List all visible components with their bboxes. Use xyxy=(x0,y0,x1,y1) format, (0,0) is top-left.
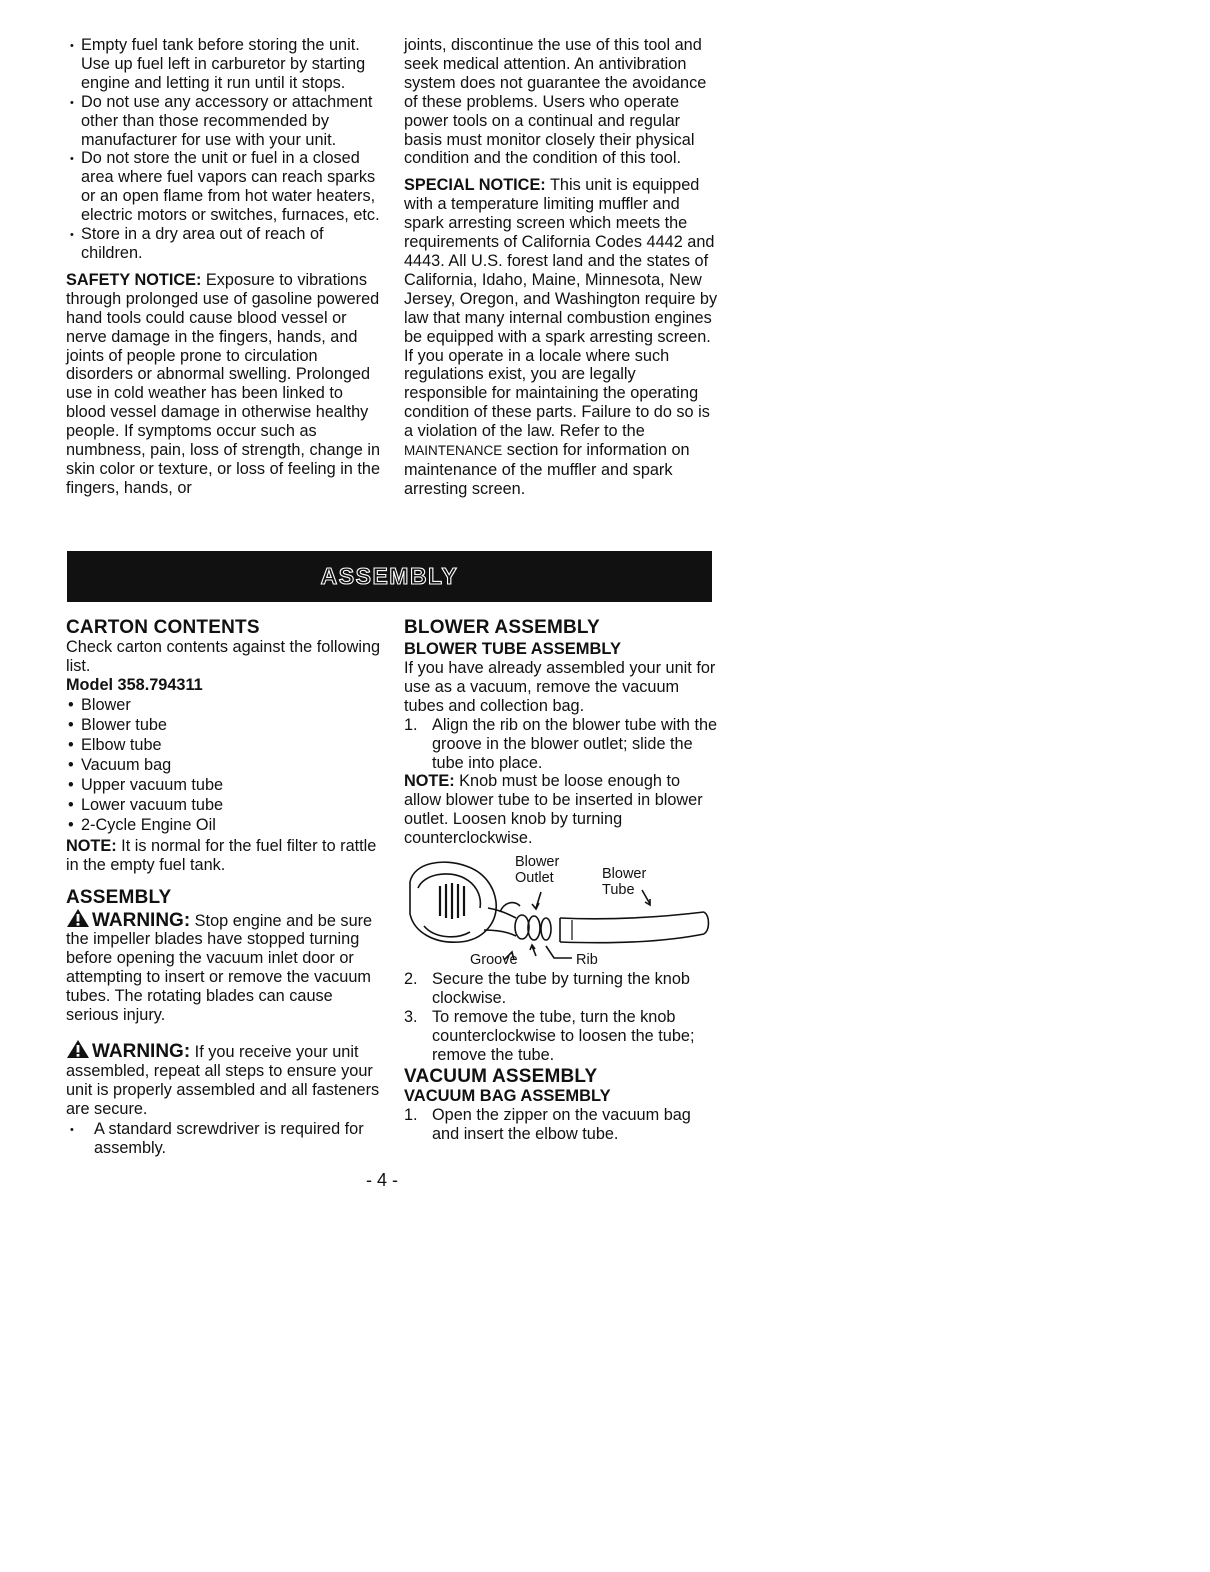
carton-intro: Check carton contents against the following list. xyxy=(66,638,381,675)
special-notice-text: This unit is equipped with a temperature limiting muffler and spark arresting screen which meets the requirements of California Codes 4442 and 4443. All U.S. forest land and the states of California, Idaho, Maine, Minnesota, New Jersey, Oregon, and Washington require by law that many internal combustion engines be equipped with a spark arresting screen. If you operate in a locale where such regulations exist, you are legally responsible for maintaining the operating condition of these parts. Failure to do so is a violation of the law. Refer to the xyxy=(404,176,718,441)
vacuum-assembly-heading: VACUUM ASSEMBLY xyxy=(404,1065,598,1087)
list-item: • Do not use any accessory or attachment other than those recommended by manufacturer for use with your unit. xyxy=(66,93,382,150)
list-item xyxy=(404,970,719,1008)
list-item xyxy=(404,1008,719,1065)
maintenance-reference: MAINTENANCE xyxy=(404,443,503,459)
warning-triangle-icon xyxy=(66,908,90,928)
list-item: • Lower vacuum tube xyxy=(66,795,382,815)
list-item: • Blower tube xyxy=(66,715,382,735)
step-text: To remove the tube, turn the knob counterclockwise to loosen the tube; remove the tube. xyxy=(432,1007,695,1064)
blower-note xyxy=(404,772,719,848)
special-notice-text-end: section for information on maintenance of the muffler and spark arresting screen. xyxy=(404,441,690,498)
page-number: - 4 - xyxy=(366,1170,399,1190)
list-item xyxy=(404,1106,719,1144)
blower-steps-b xyxy=(404,970,719,1065)
right-column-bottom xyxy=(404,617,719,1143)
warning-stop-engine xyxy=(66,908,382,1025)
safety-notice-continued: joints, discontinue the use of this tool and seek medical attention. An antivibration system does not guarantee the avoidance of these problems. Users who operate power tools on a continual and regular basis must monitor closely their physical condition and the condition of this tool. xyxy=(404,36,707,168)
left-column-top xyxy=(66,36,382,498)
safety-notice xyxy=(66,271,382,498)
vacuum-steps xyxy=(404,1106,719,1144)
blower-tube-illustration xyxy=(404,852,719,968)
left-column-bottom xyxy=(66,617,382,1157)
blower-note-label: NOTE: xyxy=(404,772,455,791)
list-item: • 2-Cycle Engine Oil xyxy=(66,815,382,835)
list-item: • Blower xyxy=(66,695,382,715)
warning-assembled-unit xyxy=(66,1039,382,1119)
carton-contents-heading: CARTON CONTENTS xyxy=(66,617,260,638)
list-item xyxy=(404,716,719,773)
carton-note-label: NOTE: xyxy=(66,836,117,855)
blower-steps-a xyxy=(404,716,719,773)
figure-label-rib: Rib xyxy=(576,952,598,969)
carton-note xyxy=(66,837,382,875)
blower-intro: If you have already assembled your unit for use as a vacuum, remove the vacuum tubes and collection bag. xyxy=(404,659,716,715)
assembly-banner xyxy=(67,551,712,602)
list-item: • Vacuum bag xyxy=(66,755,382,775)
carton-item-list xyxy=(66,695,382,835)
step-text: Secure the tube by turning the knob clockwise. xyxy=(432,970,690,1007)
step-text: Open the zipper on the vacuum bag and insert the elbow tube. xyxy=(432,1105,691,1143)
storage-bullet-list xyxy=(66,36,382,263)
warning-text: If you receive your unit assembled, repeat all steps to ensure your unit is properly assembled and all fasteners are secure. xyxy=(66,1042,380,1118)
right-column-top xyxy=(404,36,719,499)
figure-label-groove: Groove xyxy=(470,952,518,969)
step-number: 1. xyxy=(404,1105,418,1124)
warning-label: WARNING: xyxy=(92,909,191,931)
blower-note-text: Knob must be loose enough to allow blower tube to be inserted in blower outlet. Loosen knob by turning counterclockwise. xyxy=(404,772,703,848)
vacuum-bag-assembly-heading: VACUUM BAG ASSEMBLY xyxy=(404,1086,611,1105)
list-item: • Store in a dry area out of reach of children. xyxy=(66,225,382,263)
list-item: • Upper vacuum tube xyxy=(66,775,382,795)
assembly-heading: ASSEMBLY xyxy=(66,886,172,908)
step-number: 2. xyxy=(404,970,418,989)
special-notice-label: SPECIAL NOTICE: xyxy=(404,176,546,195)
figure-label-blower-tube: Blower Tube xyxy=(602,866,647,899)
carton-note-text: It is normal for the fuel filter to rattle in the empty fuel tank. xyxy=(66,836,377,874)
figure-label-blower-outlet: Blower Outlet xyxy=(515,854,560,887)
blower-assembly-heading: BLOWER ASSEMBLY xyxy=(404,617,600,638)
list-item: • Do not store the unit or fuel in a closed area where fuel vapors can reach sparks or an open flame from hot water heaters, electric motors or switches, furnaces, etc. xyxy=(66,149,382,225)
list-item: • A standard screwdriver is required for assembly. xyxy=(66,1120,382,1158)
assembly-bullet-list xyxy=(66,1120,382,1158)
special-notice xyxy=(404,176,719,498)
blower-tube-figure xyxy=(404,852,719,968)
step-number: 3. xyxy=(404,1007,418,1026)
banner-title: ASSEMBLY xyxy=(320,563,459,589)
list-item: • Empty fuel tank before storing the unit. Use up fuel left in carburetor by starting engine and letting it run until it stops. xyxy=(66,36,382,93)
step-number: 1. xyxy=(404,715,418,734)
step-text: Align the rib on the blower tube with the groove in the blower outlet; slide the tube into place. xyxy=(432,715,718,772)
model-number: Model 358.794311 xyxy=(66,675,203,694)
blower-tube-assembly-heading: BLOWER TUBE ASSEMBLY xyxy=(404,640,621,658)
list-item: • Elbow tube xyxy=(66,735,382,755)
warning-triangle-icon xyxy=(66,1039,90,1059)
warning-label: WARNING: xyxy=(92,1040,191,1062)
safety-notice-label: SAFETY NOTICE: xyxy=(66,270,202,289)
warning-text: Stop engine and be sure the impeller blades have stopped turning before opening the vacuum inlet door or attempting to insert or remove the vacuum tubes. The rotating blades can cause serious injury. xyxy=(66,911,373,1025)
safety-notice-text: Exposure to vibrations through prolonged use of gasoline powered hand tools could cause blood vessel or nerve damage in the fingers, hands, and joints of people prone to circulation disorders or abnormal swelling. Prolonged use in cold weather has been linked to blood vessel damage in otherwise healthy people. If symptoms occur such as numbness, pain, loss of strength, change in skin color or texture, or loss of feeling in the fingers, hands, or xyxy=(66,270,381,497)
